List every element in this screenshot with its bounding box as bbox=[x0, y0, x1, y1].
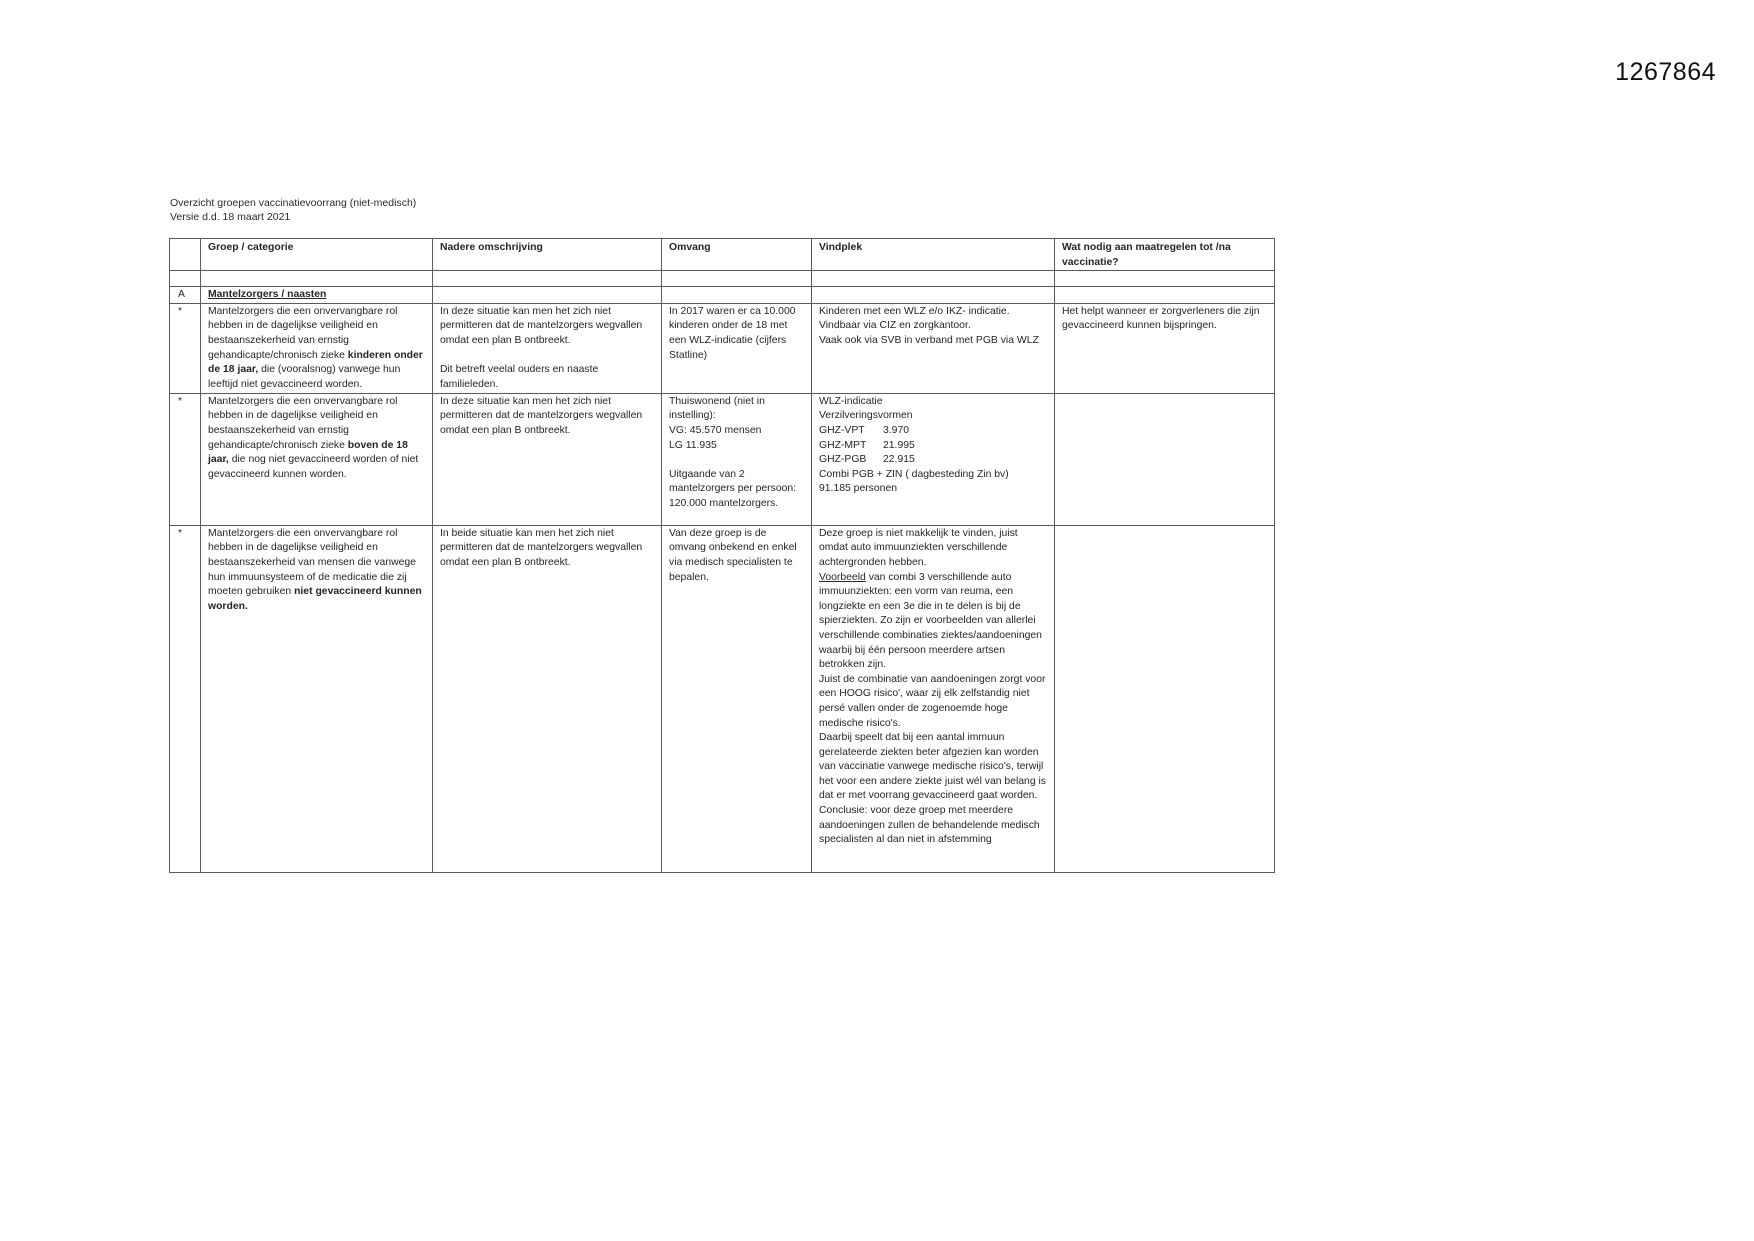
location-text: Deze groep is niet makkelijk te vinden, juist omdat auto immuunziekten verschillende achtergronden hebben. bbox=[819, 527, 1018, 568]
empty-cell bbox=[662, 271, 812, 287]
size-text: LG 11.935 bbox=[669, 439, 717, 451]
location-text: Verzilveringsvormen bbox=[819, 410, 913, 422]
location-text: Combi PGB + ZIN ( dagbesteding Zin bv) bbox=[819, 468, 1009, 480]
description-cell bbox=[433, 393, 662, 525]
group-text: Mantelzorgers die een onvervangbare rol hebben in de dagelijkse veiligheid en bestaanszekerheid van mensen die vanwege hun immuunsysteem of de medicatie die zij moeten gebruiken bbox=[208, 527, 416, 598]
group-cell bbox=[201, 525, 433, 872]
table-header-row bbox=[170, 239, 1275, 271]
location-text: Daarbij speelt dat bij een aantal immuun gerelateerde ziekten beter afgezien kan worden van vaccinatie vanwege medische risico's, terwijl het voor een andere ziekte juist wél van belang is dat er met voorrang gevaccineerd gaat worden. bbox=[819, 732, 1047, 802]
group-emphasis: boven de 18 jaar, bbox=[208, 439, 408, 466]
group-text: Mantelzorgers die een onvervangbare rol hebben in de dagelijkse veiligheid en bestaanszekerheid van ernstig gehandicapte/chronisch zieke bbox=[208, 305, 398, 361]
table-row bbox=[170, 303, 1275, 393]
location-text: Vindbaar via CIZ en zorgkantoor. bbox=[819, 320, 971, 332]
measures-cell bbox=[1055, 525, 1275, 872]
measures-cell bbox=[1055, 303, 1275, 393]
size-text: In 2017 waren er ca 10.000 kinderen onder de 18 met een WLZ-indicatie (cijfers Statline) bbox=[669, 305, 796, 361]
group-text: Mantelzorgers die een onvervangbare rol hebben in de dagelijkse veiligheid en bestaanszekerheid van ernstig gehandicapte/chronisch zieke bbox=[208, 395, 398, 451]
location-figure bbox=[819, 424, 1047, 439]
location-label: GHZ-PGB bbox=[819, 454, 867, 466]
size-cell bbox=[662, 393, 812, 525]
empty-cell bbox=[433, 287, 662, 304]
column-header-description: Nadere omschrijving bbox=[433, 239, 662, 271]
size-cell bbox=[662, 525, 812, 872]
section-code: A bbox=[170, 287, 201, 304]
document-version: Versie d.d. 18 maart 2021 bbox=[170, 211, 291, 223]
empty-cell bbox=[1055, 287, 1275, 304]
measures-cell bbox=[1055, 393, 1275, 525]
location-cell bbox=[812, 393, 1055, 525]
section-title-cell bbox=[201, 287, 433, 304]
location-text: Vaak ook via SVB in verband met PGB via WLZ bbox=[819, 334, 1039, 346]
document-header bbox=[170, 196, 416, 224]
section-title: Mantelzorgers / naasten bbox=[208, 289, 327, 301]
row-marker: * bbox=[170, 393, 201, 525]
group-emphasis: kinderen onder de 18 jaar, bbox=[208, 349, 423, 376]
document-title: Overzicht groepen vaccinatievoorrang (niet-medisch) bbox=[170, 197, 417, 209]
location-text: Conclusie: voor deze groep met meerdere aandoeningen zullen de behandelende medisch specialisten al dan niet in afstemming bbox=[819, 805, 1040, 846]
empty-cell bbox=[662, 287, 812, 304]
group-text-end: die (vooralsnog) vanwege hun leeftijd niet gevaccineerd worden. bbox=[208, 364, 401, 390]
location-text: Kinderen met een WLZ e/o IKZ- indicatie. bbox=[819, 305, 1010, 317]
location-label: GHZ-VPT bbox=[819, 424, 865, 436]
empty-cell bbox=[812, 271, 1055, 287]
column-header-group: Groep / categorie bbox=[201, 239, 433, 271]
description-text: In deze situatie kan men het zich niet permitteren dat de mantelzorgers wegvallen omdat een plan B ontbreekt. bbox=[440, 395, 643, 436]
location-text: WLZ-indicatie bbox=[819, 395, 883, 407]
description-text: Dit betreft veelal ouders en naaste familieleden. bbox=[440, 364, 599, 390]
row-marker: * bbox=[170, 303, 201, 393]
section-row bbox=[170, 287, 1275, 304]
overview-table bbox=[169, 238, 1275, 873]
size-text: Thuiswonend (niet in instelling): bbox=[669, 395, 765, 422]
empty-row bbox=[170, 271, 1275, 287]
example-text: van combi 3 verschillende auto immuunziekten: een vorm van reuma, een longziekte en een 3e die in te delen is bij de spierziekten. Zo zijn er voorbeelden van allerlei verschillende combinaties ziektes/aandoeningen waarbij bij één persoon meerdere artsen betrokken zijn. bbox=[819, 571, 1042, 671]
location-figure bbox=[819, 439, 1047, 454]
description-text: In deze situatie kan men het zich niet permitteren dat de mantelzorgers wegvallen omdat een plan B ontbreekt. bbox=[440, 305, 643, 346]
group-cell bbox=[201, 303, 433, 393]
empty-cell bbox=[201, 271, 433, 287]
column-header-marker bbox=[170, 239, 201, 271]
location-text bbox=[819, 571, 1047, 673]
description-text: In beide situatie kan men het zich niet permitteren dat de mantelzorgers wegvallen omdat een plan B ontbreekt. bbox=[440, 527, 643, 568]
location-label: GHZ-MPT bbox=[819, 439, 867, 451]
group-cell bbox=[201, 393, 433, 525]
location-value: 3.970 bbox=[883, 424, 910, 436]
table-row bbox=[170, 393, 1275, 525]
location-cell bbox=[812, 525, 1055, 872]
empty-cell bbox=[433, 271, 662, 287]
group-emphasis: niet gevaccineerd kunnen worden. bbox=[208, 586, 422, 612]
location-value: 21.995 bbox=[883, 439, 915, 451]
size-text: Van deze groep is de omvang onbekend en enkel via medisch specialisten te bepalen. bbox=[669, 527, 797, 583]
measures-text: Het helpt wanneer er zorgverleners die zijn gevaccineerd kunnen bijspringen. bbox=[1062, 305, 1260, 332]
location-text: Juist de combinatie van aandoeningen zorgt voor een HOOG risico', waar zij elk zelfstandig niet persé vallen onder de zogenoemde hoge medische risico's. bbox=[819, 673, 1046, 729]
row-marker: * bbox=[170, 525, 201, 872]
size-text: VG: 45.570 mensen bbox=[669, 424, 762, 436]
location-value: 22.915 bbox=[883, 454, 915, 466]
size-text: Uitgaande van 2 mantelzorgers per persoon: 120.000 mantelzorgers. bbox=[669, 468, 797, 509]
location-figure bbox=[819, 453, 1047, 468]
column-header-location: Vindplek bbox=[812, 239, 1055, 271]
empty-cell bbox=[812, 287, 1055, 304]
empty-cell bbox=[170, 271, 201, 287]
table-row bbox=[170, 525, 1275, 872]
column-header-size: Omvang bbox=[662, 239, 812, 271]
location-text: 91.185 personen bbox=[819, 483, 897, 495]
example-label: Voorbeeld bbox=[819, 571, 866, 583]
group-text-end: die nog niet gevaccineerd worden of niet gevaccineerd kunnen worden. bbox=[208, 454, 419, 480]
description-cell bbox=[433, 525, 662, 872]
column-header-measures: Wat nodig aan maatregelen tot /na vaccinatie? bbox=[1055, 239, 1275, 271]
size-cell bbox=[662, 303, 812, 393]
document-number: 1267864 bbox=[1615, 58, 1716, 86]
empty-cell bbox=[1055, 271, 1275, 287]
description-cell bbox=[433, 303, 662, 393]
location-cell bbox=[812, 303, 1055, 393]
